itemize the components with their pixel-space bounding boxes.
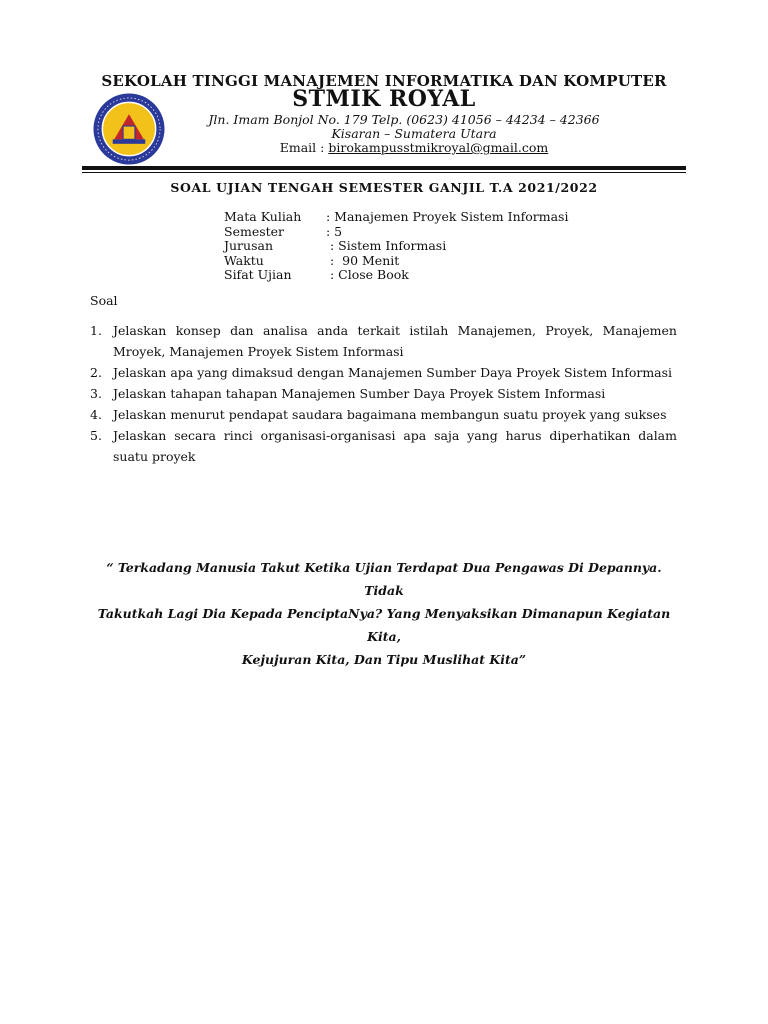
info-row-duration	[224, 254, 568, 269]
email-label: Email :	[279, 140, 329, 155]
exam-title: SOAL UJIAN TENGAH SEMESTER GANJIL T.A 2021/2022	[170, 180, 598, 195]
questions-heading: Soal	[90, 293, 118, 308]
email-row	[60, 140, 768, 155]
institution-short-name: STMIK ROYAL	[292, 86, 476, 112]
address-line-2: Kisaran – Sumatera Utara	[331, 126, 497, 141]
closing-quote	[96, 556, 672, 671]
email-link[interactable]: birokampusstmikroyal@gmail.com	[328, 140, 549, 155]
info-value: : 5	[326, 223, 343, 239]
question-number: 1.	[90, 323, 102, 338]
info-label: Jurusan	[224, 238, 274, 254]
info-label: Sifat Ujian	[224, 267, 292, 283]
info-label: Waktu	[224, 252, 264, 268]
info-row-course	[224, 210, 568, 225]
question-item	[90, 425, 677, 467]
question-text: Jelaskan apa yang dimaksud dengan Manajemen Sumber Daya Proyek Sistem Informasi	[113, 365, 673, 380]
address-line-1: Jln. Imam Bonjol No. 179 Telp. (0623) 41056 – 44234 – 42366	[208, 112, 600, 127]
question-text: Jelaskan menurut pendapat saudara bagaimana membangun suatu proyek yang sukses	[113, 407, 667, 422]
institution-name: SEKOLAH TINGGI MANAJEMEN INFORMATIKA DAN KOMPUTER	[101, 72, 667, 90]
info-label: Semester	[224, 223, 285, 239]
question-text: Jelaskan secara rinci organisasi-organisasi apa saja yang harus diperhatikan dalam suatu proyek	[113, 428, 677, 464]
quote-line: “ Terkadang Manusia Takut Ketika Ujian Terdapat Dua Pengawas Di Depannya. Tidak	[106, 560, 662, 598]
info-value: : Manajemen Proyek Sistem Informasi	[326, 209, 569, 224]
quote-line: Kejujuran Kita, Dan Tipu Muslihat Kita”	[241, 652, 527, 667]
question-text: Jelaskan konsep dan analisa anda terkait istilah Manajemen, Proyek, Manajemen Mroyek, Manajemen Proyek Sistem Informasi	[113, 323, 677, 359]
question-item	[90, 404, 677, 425]
question-item	[90, 320, 677, 362]
question-text: Jelaskan tahapan tahapan Manajemen Sumber Daya Proyek Sistem Informasi	[113, 386, 606, 401]
info-label: Mata Kuliah	[224, 209, 302, 224]
info-value: : 90 Menit	[326, 252, 400, 268]
question-list	[90, 320, 677, 467]
info-row-exam-type	[224, 268, 568, 283]
letterhead-divider-thin	[82, 172, 686, 173]
question-number: 4.	[90, 407, 102, 422]
question-item	[90, 383, 677, 404]
info-value: : Sistem Informasi	[326, 238, 447, 254]
question-number: 2.	[90, 365, 102, 380]
question-item	[90, 362, 677, 383]
info-row-department	[224, 239, 568, 254]
info-value: : Close Book	[326, 267, 409, 283]
info-row-semester	[224, 225, 568, 240]
exam-info-table	[224, 210, 568, 283]
letterhead-divider-thick	[82, 166, 686, 170]
quote-line: Takutkah Lagi Dia Kepada PenciptaNya? Yang Menyaksikan Dimanapun Kegiatan Kita,	[97, 606, 671, 644]
question-number: 3.	[90, 386, 102, 401]
question-number: 5.	[90, 428, 102, 443]
